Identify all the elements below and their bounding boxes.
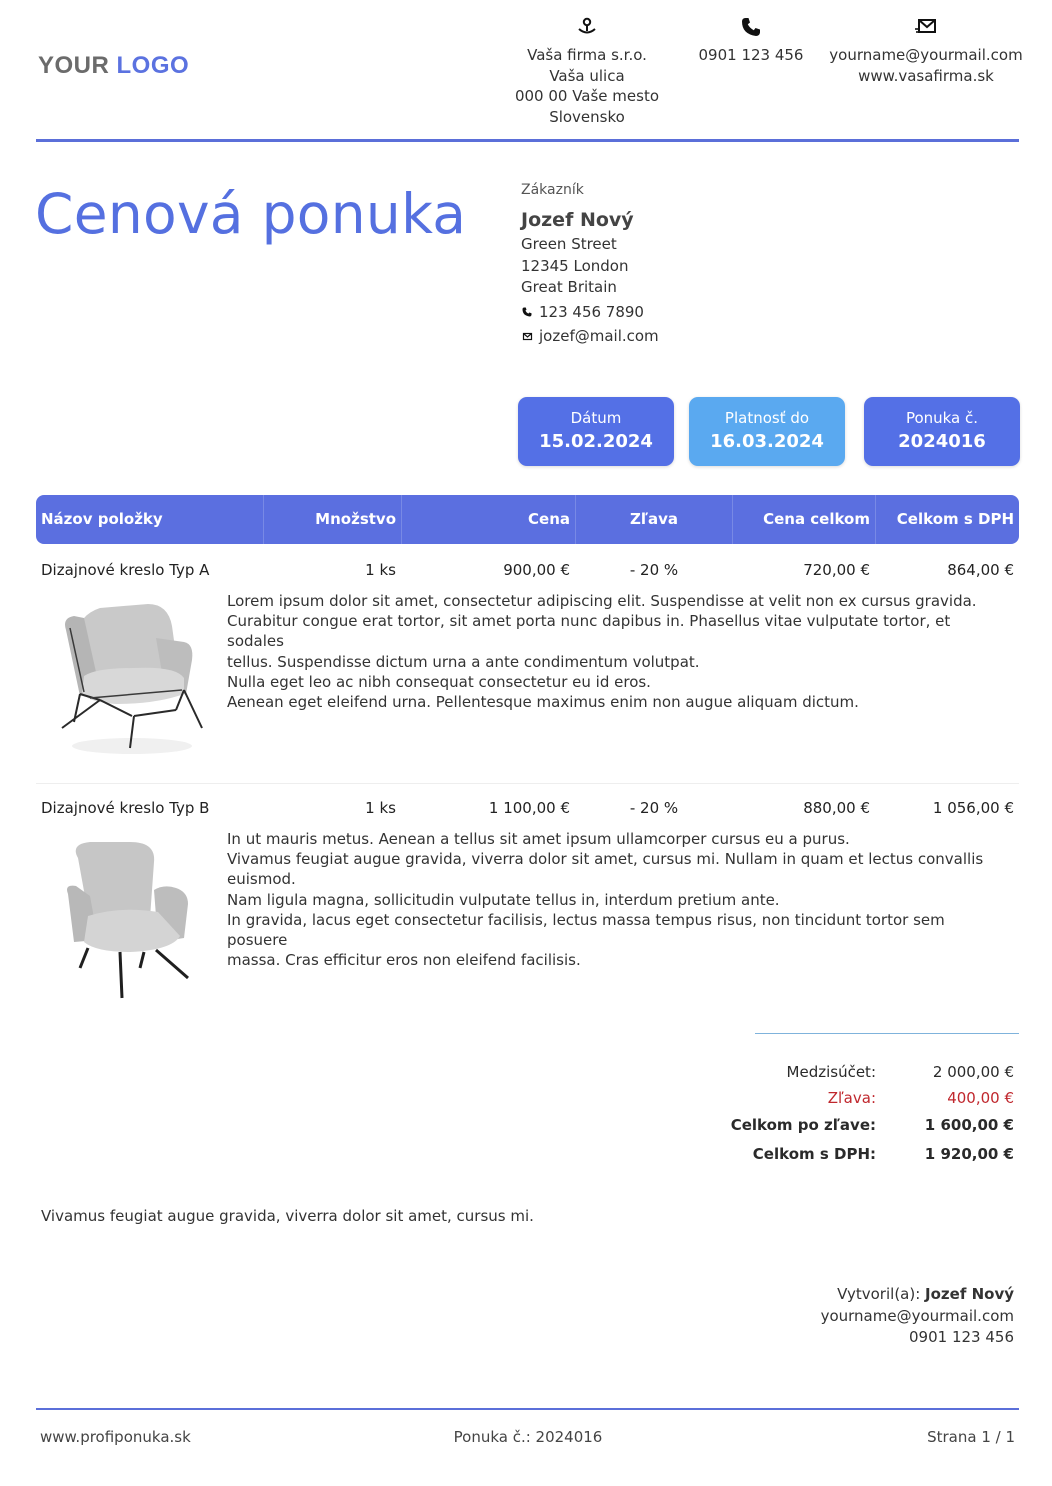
column-header-discount: Zľava [576,495,733,544]
armchair-a-image [56,598,208,760]
mail-icon [914,15,938,39]
item-total-vat: 864,00 € [947,561,1014,579]
item-quantity: 1 ks [365,561,396,579]
column-header-price: Cena [402,495,576,544]
after-discount-value: 1 600,00 € [924,1116,1014,1134]
column-header-total: Cena celkom [733,495,876,544]
item-price: 1 100,00 € [488,799,570,817]
item-discount: - 20 % [629,561,679,579]
company-address: Vaša firma s.r.o. Vaša ulica 000 00 Vaše mesto Slovensko [506,15,668,127]
mail-icon [521,331,533,343]
item-total: 880,00 € [803,799,870,817]
date-box: Dátum 15.02.2024 [518,397,674,466]
company-logo: YOUR LOGO [38,52,190,79]
customer-email[interactable]: jozef@mail.com [539,327,659,345]
phone-icon [521,306,533,318]
total-vat-value: 1 920,00 € [924,1145,1014,1163]
item-price: 900,00 € [503,561,570,579]
customer-block [521,180,659,348]
items-table-header [36,495,1019,544]
customer-email-row [521,326,659,348]
creator-block [821,1284,1014,1349]
summary-divider [755,1033,1019,1034]
item-total-vat: 1 056,00 € [932,799,1014,817]
creator-phone[interactable]: 0901 123 456 [909,1328,1014,1346]
after-discount-label: Celkom po zľave: [730,1116,876,1134]
phone-icon [739,15,763,39]
header-divider [36,139,1019,142]
creator-label: Vytvoril(a): [837,1285,921,1303]
customer-phone[interactable]: 123 456 7890 [539,302,644,321]
creator-line [821,1284,1014,1306]
item-name: Dizajnové kreslo Typ B [41,799,210,817]
column-header-total-vat: Celkom s DPH [896,510,1014,528]
discount-value: 400,00 € [947,1089,1014,1107]
subtotal-value: 2 000,00 € [932,1063,1014,1081]
subtotal-label: Medzisúčet: [786,1063,876,1081]
customer-label: Zákazník [521,182,584,198]
offer-number-box: Ponuka č. 2024016 [864,397,1020,466]
column-header-quantity: Množstvo [264,495,402,544]
valid-until-box: Platnosť do 16.03.2024 [689,397,845,466]
creator-email[interactable]: yourname@yourmail.com [820,1306,1014,1325]
company-phone: 0901 123 456 [690,15,812,66]
location-icon [575,15,599,39]
item-description: In ut mauris metus. Aenean a tellus sit amet ipsum ullamcorper cursus eu a purus. Vivamus feugiat augue gravida, viverra dolor sit amet, cursus mi. Nullam in quam et lectus convallis euismod. Nam ligula magna, sollicitudin vulputate tellus in, interdum pretium ante. In gravida, lacus eget consectetur facilisis, lectus massa tempus risus, non tincidunt tortor sem posuere massa. Cras efficitur eros non eleifend facilisis. [227,830,984,970]
customer-street: Green Street [521,235,617,253]
customer-name: Jozef Nový [521,208,634,231]
company-email-web: yourname@yourmail.com www.vasafirma.sk [826,15,1026,86]
column-header-name: Názov položky [36,495,264,544]
item-total: 720,00 € [803,561,870,579]
creator-name: Jozef Nový [925,1285,1014,1303]
note-text: Vivamus feugiat augue gravida, viverra dolor sit amet, cursus mi. [41,1207,534,1225]
discount-label: Zľava: [827,1089,876,1107]
item-description: Lorem ipsum dolor sit amet, consectetur adipiscing elit. Suspendisse at velit non ex cursus gravida. Curabitur congue erat tortor, sit amet porta nunc dapibus in. Phasellus vitae vulputate tortor, et sodales tellus. Suspendisse dictum urna a ante condimentum volutpat. Nulla eget leo ac nibh consequat consectetur eu id eros. Aenean eget eleifend urna. Pellentesque maximus enim non augue aliquam dictum. [227,592,977,712]
footer-offer-number: Ponuka č.: 2024016 [453,1428,603,1446]
footer-page-number: Strana 1 / 1 [927,1428,1015,1446]
item-discount: - 20 % [629,799,679,817]
row-divider [36,783,1019,784]
footer-divider [36,1408,1019,1410]
document-title: Cenová ponuka [35,182,467,246]
total-vat-label: Celkom s DPH: [752,1145,876,1163]
armchair-b-image [60,838,200,1004]
footer-website[interactable]: www.profiponuka.sk [40,1428,191,1446]
item-quantity: 1 ks [365,799,396,817]
item-name: Dizajnové kreslo Typ A [41,561,210,579]
customer-phone-row [521,302,659,324]
customer-country: Great Britain [521,278,617,296]
customer-city: 12345 London [521,256,629,275]
